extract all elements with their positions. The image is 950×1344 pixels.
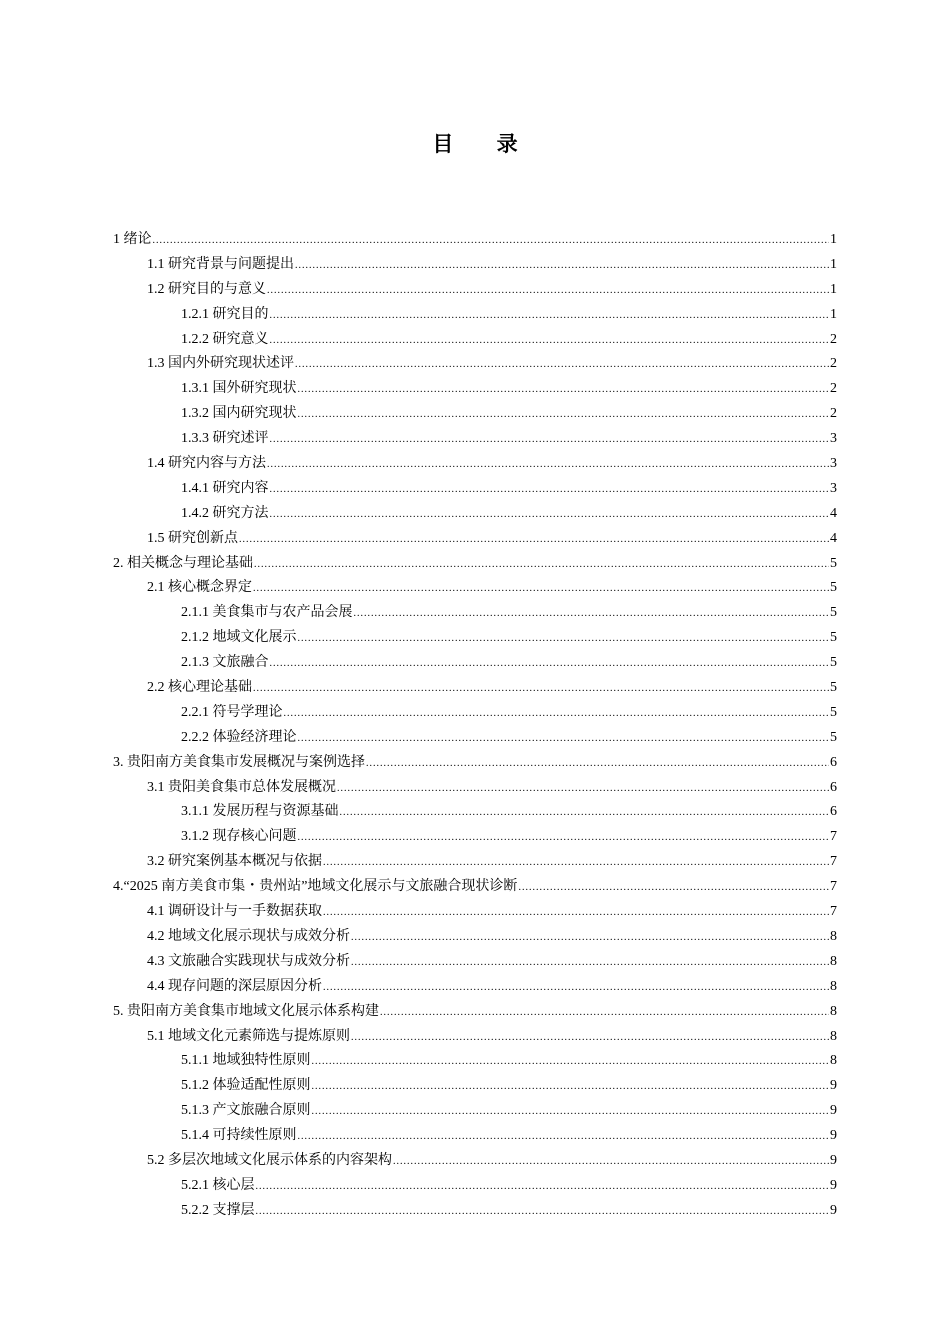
dot-leader [295, 254, 829, 279]
toc-entry-page-number: 2 [830, 331, 837, 347]
toc-entry[interactable] [113, 576, 837, 601]
toc-entry-page-number: 5 [830, 630, 837, 646]
toc-entry-page-number: 7 [830, 879, 837, 895]
toc-entry[interactable] [113, 776, 837, 801]
toc-entry[interactable] [113, 601, 837, 626]
toc-entry[interactable] [113, 825, 837, 850]
toc-entry[interactable] [113, 726, 837, 751]
toc-entry-page-number: 5 [830, 580, 837, 596]
toc-entry-label: 5.1.4 可持续性原则 [181, 1128, 297, 1144]
toc-entry-label: 4.3 文旅融合实践现状与成效分析 [147, 953, 350, 969]
toc-entry[interactable] [113, 975, 837, 1000]
toc-entry-page-number: 4 [830, 530, 837, 546]
dot-leader [270, 652, 830, 677]
toc-entry[interactable] [113, 477, 837, 502]
dot-leader [366, 752, 829, 777]
toc-entry-page-number: 3 [830, 456, 837, 472]
dot-leader [298, 378, 830, 403]
toc-entry-label: 4.1 调研设计与一手数据获取 [147, 904, 322, 920]
dot-leader [518, 876, 829, 901]
dot-leader [256, 1200, 830, 1225]
toc-entry-page-number: 1 [830, 256, 837, 272]
toc-entry-page-number: 6 [830, 754, 837, 770]
toc-entry-page-number: 5 [830, 555, 837, 571]
dot-leader [312, 1075, 830, 1100]
toc-entry[interactable] [113, 452, 837, 477]
toc-entry-page-number: 8 [830, 1028, 837, 1044]
dot-leader [253, 577, 829, 602]
toc-entry[interactable] [113, 502, 837, 527]
toc-entry-page-number: 2 [830, 356, 837, 372]
dot-leader [323, 901, 829, 926]
toc-entry[interactable] [113, 303, 837, 328]
toc-entry-label: 1.3.2 国内研究现状 [181, 406, 297, 422]
toc-entry-page-number: 4 [830, 505, 837, 521]
toc-entry-page-number: 8 [830, 978, 837, 994]
dot-leader [270, 503, 830, 528]
dot-leader [354, 602, 830, 627]
toc-entry-label: 2.1.1 美食集市与农产品会展 [181, 605, 353, 621]
toc-entry-page-number: 9 [830, 1128, 837, 1144]
dot-leader [239, 528, 829, 553]
dot-leader [323, 976, 829, 1001]
toc-entry-page-number: 8 [830, 928, 837, 944]
dot-leader [270, 329, 830, 354]
toc-entry[interactable] [113, 850, 837, 875]
dot-leader [312, 1050, 830, 1075]
toc-entry-label: 5.1.2 体验适配性原则 [181, 1078, 311, 1094]
toc-title: 目 录 [432, 132, 536, 156]
toc-entry[interactable] [113, 352, 837, 377]
dot-leader [153, 229, 830, 254]
toc-entry-page-number: 9 [830, 1078, 837, 1094]
toc-entry-label: 1.2 研究目的与意义 [147, 281, 266, 297]
toc-entry[interactable] [113, 900, 837, 925]
dot-leader [256, 1175, 830, 1200]
toc-entry-page-number: 5 [830, 680, 837, 696]
dot-leader [270, 478, 830, 503]
toc-entry[interactable] [113, 527, 837, 552]
toc-entry-label: 3. 贵阳南方美食集市发展概况与案例选择 [113, 754, 365, 770]
dot-leader [267, 453, 829, 478]
dot-leader [351, 951, 829, 976]
toc-entry-label: 4.4 现存问题的深层原因分析 [147, 978, 322, 994]
toc-entry-label: 4.2 地域文化展示现状与成效分析 [147, 928, 350, 944]
toc-entry[interactable] [113, 1099, 837, 1124]
toc-entry-label: 2.2.2 体验经济理论 [181, 729, 297, 745]
toc-entry-label: 2.2.1 符号学理论 [181, 704, 283, 720]
toc-entry[interactable] [113, 1000, 837, 1025]
toc-entry[interactable] [113, 253, 837, 278]
toc-entry-page-number: 5 [830, 655, 837, 671]
toc-entry[interactable] [113, 875, 837, 900]
toc-entry-label: 3.2 研究案例基本概况与依据 [147, 854, 322, 870]
toc-entry-label: 3.1.1 发展历程与资源基础 [181, 804, 339, 820]
toc-entry[interactable] [113, 228, 837, 253]
toc-entry[interactable] [113, 1074, 837, 1099]
toc-entry[interactable] [113, 1174, 837, 1199]
toc-entry-page-number: 1 [830, 281, 837, 297]
toc-entry[interactable] [113, 925, 837, 950]
dot-leader [298, 727, 830, 752]
table-of-contents [113, 228, 837, 1224]
dot-leader [298, 403, 830, 428]
toc-entry-label: 2.1.2 地域文化展示 [181, 630, 297, 646]
toc-entry-page-number: 1 [830, 306, 837, 322]
toc-entry[interactable] [113, 1199, 837, 1224]
dot-leader [270, 428, 830, 453]
toc-entry-label: 1.3.3 研究述评 [181, 431, 269, 447]
toc-entry-label: 1.5 研究创新点 [147, 530, 238, 546]
toc-entry-page-number: 6 [830, 779, 837, 795]
toc-entry[interactable] [113, 377, 837, 402]
dot-leader [267, 279, 829, 304]
toc-entry-label: 3.1.2 现存核心问题 [181, 829, 297, 845]
dot-leader [253, 677, 829, 702]
toc-entry[interactable] [113, 1124, 837, 1149]
dot-leader [298, 627, 830, 652]
toc-entry-page-number: 2 [830, 381, 837, 397]
toc-entry[interactable] [113, 800, 837, 825]
dot-leader [351, 926, 829, 951]
toc-entry-label: 2. 相关概念与理论基础 [113, 555, 253, 571]
toc-entry-label: 1.3 国内外研究现状述评 [147, 356, 294, 372]
toc-entry-page-number: 7 [830, 829, 837, 845]
toc-entry[interactable] [113, 552, 837, 577]
toc-entry-page-number: 7 [830, 904, 837, 920]
dot-leader [298, 1125, 830, 1150]
toc-entry-label: 2.1 核心概念界定 [147, 580, 252, 596]
toc-entry-label: 5.1 地域文化元素筛选与提炼原则 [147, 1028, 350, 1044]
toc-entry-page-number: 5 [830, 729, 837, 745]
dot-leader [340, 801, 830, 826]
toc-entry-page-number: 1 [830, 232, 837, 247]
toc-entry-page-number: 9 [830, 1103, 837, 1119]
toc-entry-label: 1.4.2 研究方法 [181, 505, 269, 521]
toc-entry-page-number: 9 [830, 1177, 837, 1193]
dot-leader [295, 353, 829, 378]
toc-entry-page-number: 9 [830, 1152, 837, 1168]
dot-leader [393, 1150, 829, 1175]
toc-entry[interactable] [113, 328, 837, 353]
dot-leader [298, 826, 830, 851]
toc-entry-label: 1 绪论 [113, 232, 152, 247]
toc-entry-page-number: 8 [830, 953, 837, 969]
toc-entry-label: 3.1 贵阳美食集市总体发展概况 [147, 779, 336, 795]
toc-entry-page-number: 5 [830, 704, 837, 720]
dot-leader [323, 851, 829, 876]
toc-entry-page-number: 9 [830, 1202, 837, 1218]
toc-entry-label: 1.2.2 研究意义 [181, 331, 269, 347]
toc-entry-label: 2.2 核心理论基础 [147, 680, 252, 696]
toc-entry-label: 5.1.1 地域独特性原则 [181, 1053, 311, 1069]
toc-entry-label: 1.2.1 研究目的 [181, 306, 269, 322]
toc-entry-page-number: 3 [830, 480, 837, 496]
toc-entry[interactable] [113, 1149, 837, 1174]
toc-entry[interactable] [113, 427, 837, 452]
dot-leader [380, 1001, 829, 1026]
toc-entry-label: 5.1.3 产文旅融合原则 [181, 1103, 311, 1119]
dot-leader [254, 553, 829, 578]
toc-entry-label: 2.1.3 文旅融合 [181, 655, 269, 671]
toc-entry-label: 5.2 多层次地域文化展示体系的内容架构 [147, 1152, 392, 1168]
toc-entry[interactable] [113, 950, 837, 975]
toc-entry-page-number: 2 [830, 406, 837, 422]
toc-entry-label: 5.2.2 支撑层 [181, 1202, 255, 1218]
toc-entry-label: 1.4 研究内容与方法 [147, 456, 266, 472]
toc-entry-page-number: 8 [830, 1003, 837, 1019]
toc-entry-page-number: 3 [830, 431, 837, 447]
dot-leader [351, 1026, 829, 1051]
toc-entry[interactable] [113, 651, 837, 676]
toc-entry-page-number: 8 [830, 1053, 837, 1069]
dot-leader [270, 304, 830, 329]
dot-leader [337, 777, 829, 802]
toc-entry[interactable] [113, 1025, 837, 1050]
toc-entry-page-number: 5 [830, 605, 837, 621]
toc-entry[interactable] [113, 701, 837, 726]
toc-entry-label: 1.1 研究背景与问题提出 [147, 256, 294, 272]
toc-entry[interactable] [113, 751, 837, 776]
toc-entry[interactable] [113, 676, 837, 701]
toc-entry[interactable] [113, 1049, 837, 1074]
toc-entry-label: 1.3.1 国外研究现状 [181, 381, 297, 397]
toc-entry-label: 1.4.1 研究内容 [181, 480, 269, 496]
toc-entry-label: 5.2.1 核心层 [181, 1177, 255, 1193]
toc-entry[interactable] [113, 402, 837, 427]
toc-entry-label: 5. 贵阳南方美食集市地域文化展示体系构建 [113, 1003, 379, 1019]
toc-entry[interactable] [113, 626, 837, 651]
dot-leader [284, 702, 830, 727]
dot-leader [312, 1100, 830, 1125]
toc-entry-page-number: 7 [830, 854, 837, 870]
toc-entry-label: 4.“2025 南方美食市集・贵州站”地域文化展示与文旅融合现状诊断 [113, 879, 518, 895]
toc-entry-page-number: 6 [830, 804, 837, 820]
toc-entry[interactable] [113, 278, 837, 303]
